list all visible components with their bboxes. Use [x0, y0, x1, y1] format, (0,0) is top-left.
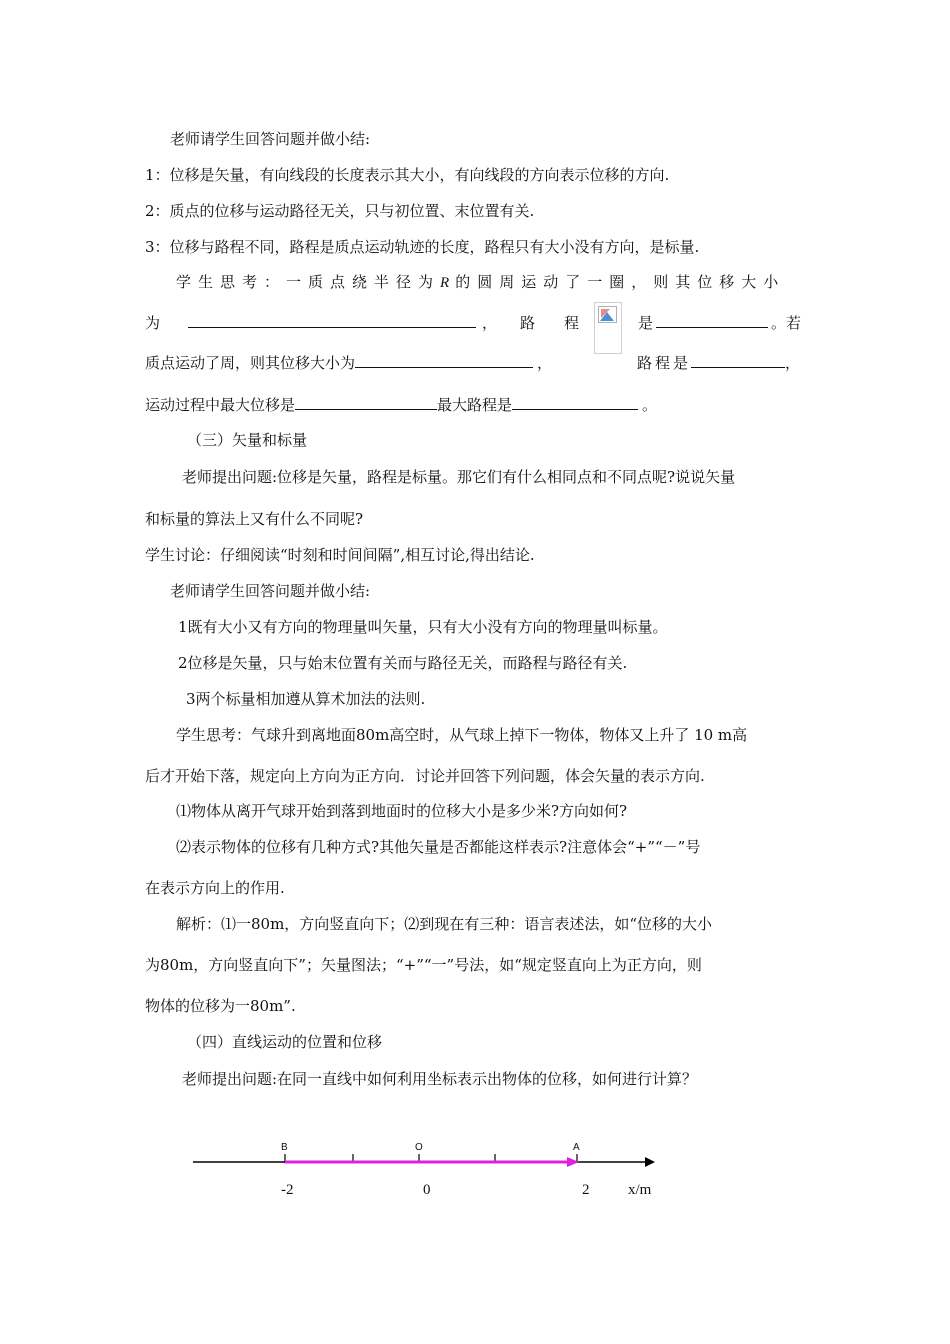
point-O-label: O — [415, 1142, 423, 1153]
broken-image-icon — [594, 302, 622, 354]
point-3: 3：位移与路程不同，路程是质点运动轨迹的长度，路程只有大小没有方向，是标量. — [145, 238, 700, 256]
question-2: ⑵表示物体的位移有几种方式?其他矢量是否都能这样表示?注意体会“+”“－”号 — [176, 838, 701, 856]
teacher-question-1: 老师提出问题:位移是矢量，路程是标量。那它们有什么相同点和不同点呢?说说矢量 — [182, 468, 736, 486]
summary-point-1: 1既有大小又有方向的物理量叫矢量，只有大小没有方向的物理量叫标量。 — [178, 618, 668, 636]
point-B-label: B — [281, 1142, 288, 1153]
blank-max-displacement[interactable] — [295, 395, 437, 410]
word-lu: 路 — [520, 314, 536, 332]
student-think-1: 学生思考：一质点绕半径为R 的圆周运动了一圈，则其位移大小 — [176, 273, 786, 291]
blank-path-2[interactable] — [691, 353, 785, 368]
word-cheng: 程 — [564, 314, 580, 332]
blank-path[interactable] — [656, 313, 768, 328]
student-discussion: 学生讨论：仔细阅读“时刻和时间间隔”,相互讨论,得出结论. — [145, 546, 535, 564]
axis-arrow-icon — [645, 1157, 655, 1167]
question-line-1: 为 — [145, 314, 161, 332]
analysis-3: 物体的位移为一80m”. — [145, 997, 296, 1015]
section-3-heading: （三）矢量和标量 — [187, 431, 308, 449]
word-ruo: 。若 — [771, 314, 802, 332]
tick-label-2: 2 — [582, 1182, 590, 1198]
coordinate-axis — [185, 1130, 665, 1180]
word-shi: 是 — [638, 314, 654, 332]
point-1: 1：位移是矢量，有向线段的长度表示其大小，有向线段的方向表示位移的方向. — [145, 166, 670, 184]
comma-1: ， — [482, 314, 498, 332]
axis-unit-label: x/m — [628, 1182, 652, 1198]
path-label: 路程是 ， — [637, 354, 801, 372]
tick-label-0: 0 — [423, 1182, 431, 1198]
point-2: 2：质点的位移与运动路径无关，只与初位置、末位置有关. — [145, 202, 535, 220]
tick-label-neg2: -2 — [281, 1182, 294, 1198]
point-A-label: A — [573, 1142, 580, 1153]
blank-displacement-2[interactable] — [355, 353, 533, 368]
question-line-3: 运动过程中最大位移是 最大路程是 。 — [145, 396, 658, 414]
summary-point-2: 2位移是矢量，只与始末位置有关而与路径无关，而路程与路径有关. — [178, 654, 628, 672]
blank-max-path[interactable] — [512, 395, 638, 410]
question-2b: 在表示方向上的作用. — [145, 879, 285, 897]
student-think-2: 学生思考：气球升到离地面80m高空时，从气球上掉下一物体，物体又上升了 10 m高 — [176, 726, 748, 744]
summary-intro: 老师请学生回答问题并做小结: — [170, 130, 371, 148]
summary-point-3: 3两个标量相加遵从算术加法的法则. — [186, 690, 426, 708]
question-line-2: 质点运动了周，则其位移大小为 ， — [145, 354, 553, 372]
student-think-2b: 后才开始下落，规定向上方向为正方向．讨论并回答下列问题，体会矢量的表示方向. — [145, 767, 705, 785]
teacher-question-2: 老师提出问题:在同一直线中如何利用坐标表示出物体的位移，如何进行计算？ — [182, 1070, 698, 1088]
summary-intro-2: 老师请学生回答问题并做小结: — [170, 582, 371, 600]
blank-displacement[interactable] — [188, 313, 476, 328]
section-4-heading: （四）直线运动的位置和位移 — [187, 1033, 383, 1051]
analysis-2: 为80m，方向竖直向下”；矢量图法；“+”“一”号法，如“规定竖直向上为正方向，则 — [145, 956, 702, 974]
teacher-question-1b: 和标量的算法上又有什么不同呢? — [145, 510, 364, 528]
analysis-1: 解析：⑴一80m，方向竖直向下；⑵到现在有三种：语言表述法，如“位移的大小 — [176, 915, 712, 933]
question-1: ⑴物体从离开气球开始到落到地面时的位移大小是多少米?方向如何? — [176, 802, 628, 820]
